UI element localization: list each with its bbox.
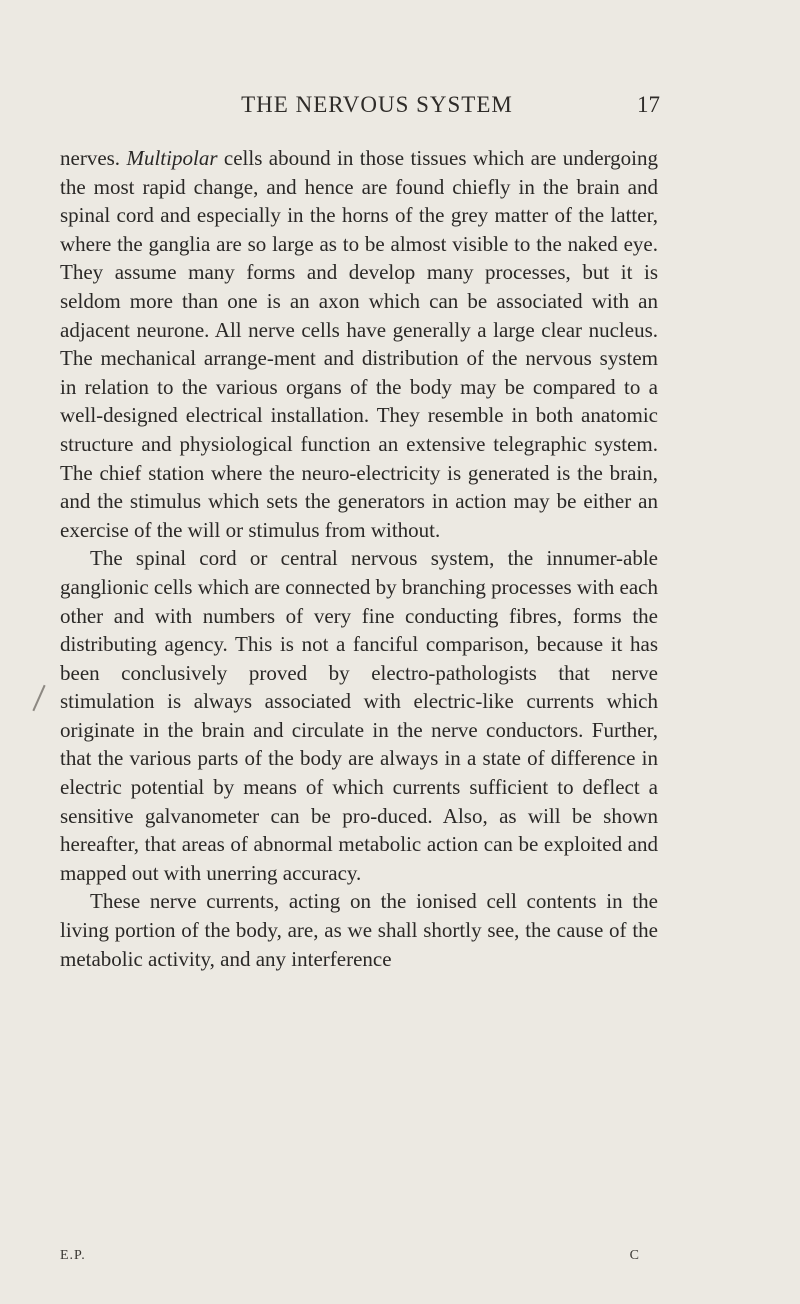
paragraph-1 xyxy=(60,144,658,544)
paragraph-1-rest: cells abound in those tissues which are undergoing the most rapid change, and hence are found chiefly in the brain and spinal cord and especially in the horns of the grey matter of the latter, where the ganglia are so large as to be almost visible to the naked eye. They assume many forms and develop many processes, but it is seldom more than one is an axon which can be associated with an adjacent neurone. All nerve cells have generally a large clear nucleus. The mechanical arrange-ment and distribution of the nervous system in relation to the various organs of the body may be compared to a well-designed electrical installation. They resemble in both anatomic structure and physiological function an extensive telegraphic system. The chief station where the neuro-electricity is generated is the brain, and the stimulus which sets the generators in action may be either an exercise of the will or stimulus from without. xyxy=(60,146,659,542)
paragraph-2: The spinal cord or central nervous system, the innumer-able ganglionic cells which are connected by branching processes with each other and with numbers of very fine conducting fibres, forms the distributing agency. This is not a fanciful comparison, because it has been conclusively proved by electro-pathologists that nerve stimulation is always associated with electric-like currents which originate in the brain and circulate in the nerve conductors. Further, that the various parts of the body are always in a state of difference in electric potential by means of which currents sufficient to deflect a sensitive galvanometer can be pro-duced. Also, as will be shown hereafter, that areas of abnormal metabolic action can be exploited and mapped out with unerring accuracy. xyxy=(60,546,658,885)
signature-mark-left: E.P. xyxy=(60,1248,86,1263)
signature-mark-right: C xyxy=(629,1248,640,1263)
page-number: 17 xyxy=(637,92,660,117)
paragraph-3: These nerve currents, acting on the ionised cell contents in the living portion of the body, are, as we shall shortly see, the cause of the metabolic activity, and any interference xyxy=(60,889,658,971)
pencil-margin-mark xyxy=(32,685,45,711)
italic-term: Multipolar xyxy=(126,146,218,170)
paragraph-1-lead: nerves. xyxy=(60,146,127,170)
running-title: THE NERVOUS SYSTEM xyxy=(241,92,513,117)
body-text xyxy=(60,144,658,973)
